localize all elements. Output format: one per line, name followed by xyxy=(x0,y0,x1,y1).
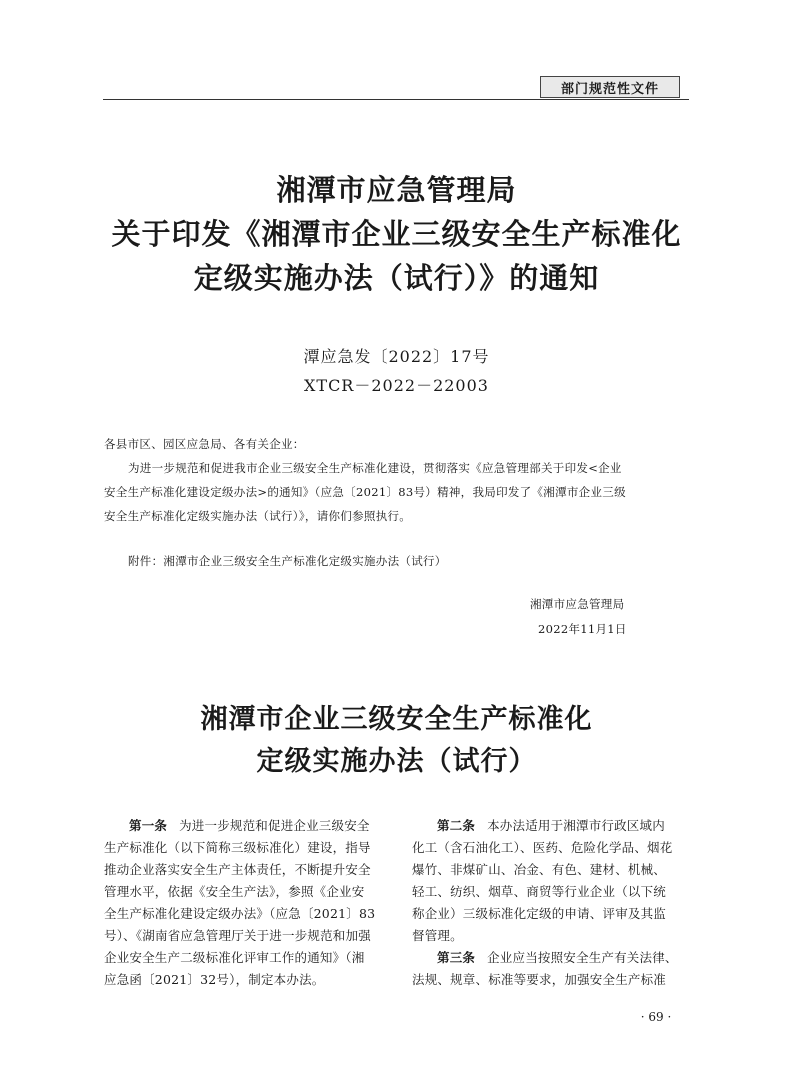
header-rule xyxy=(103,99,689,100)
notice-title-line-2: 关于印发《湘潭市企业三级安全生产标准化 xyxy=(111,217,682,251)
measures-title-line-1: 湘潭市企业三级安全生产标准化 xyxy=(200,704,593,735)
salutation: 各县市区、园区应急局、各有关企业： xyxy=(104,437,305,451)
article-3-text-1: 企业应当按照安全生产有关法律、 xyxy=(487,950,678,965)
article-2-line-2: 化工（含石油化工）、医药、危险化学品、烟花 xyxy=(412,840,673,855)
section-tab: 部门规范性文件 xyxy=(540,76,680,98)
article-1-line-1 xyxy=(104,815,386,837)
article-1-line-6: 号）、《湖南省应急管理厅关于进一步规范和加强 xyxy=(104,928,371,943)
article-2-text-1: 本办法适用于湘潭市行政区域内 xyxy=(487,818,665,833)
article-1-line-7: 企业安全生产二级标准化评审工作的通知》（湘 xyxy=(104,950,365,965)
notice-title-line-1: 湘潭市应急管理局 xyxy=(276,173,517,207)
notice-title-line-3: 定级实施办法（试行）》的通知 xyxy=(193,261,600,295)
article-3-line-1 xyxy=(412,947,694,969)
article-2-line-4: 轻工、纺织、烟草、商贸等行业企业（以下统 xyxy=(412,884,667,899)
article-1-line-5: 全生产标准化建设定级办法》（应急〔2021〕83 xyxy=(104,906,376,921)
article-2 xyxy=(412,815,694,991)
notice-body-line-2: 安全生产标准化建设定级办法>的通知》（应急〔2021〕83号）精神，我局印发了《湘潭市企业三级 xyxy=(104,485,626,499)
page-number: · 69 · xyxy=(640,1010,672,1024)
signature-org: 湘潭市应急管理局 xyxy=(530,597,625,611)
article-1-line-4: 管理水平，依据《安全生产法》，参照《企业安 xyxy=(104,884,365,899)
article-1-text-1: 为进一步规范和促进企业三级安全 xyxy=(179,818,370,833)
article-2-line-5: 称企业）三级标准化定级的申请、评审及其监 xyxy=(412,906,667,921)
measures-title-line-2: 定级实施办法（试行） xyxy=(256,746,537,777)
notice-body-line-3: 安全生产标准化定级实施办法（试行）》，请你们参照执行。 xyxy=(104,509,412,523)
signature-date: 2022年11月1日 xyxy=(538,622,627,636)
article-1 xyxy=(104,815,386,991)
article-3-label: 第三条 xyxy=(437,950,476,965)
article-2-line-1 xyxy=(412,815,694,837)
notice-body-line-1: 为进一步规范和促进我市企业三级安全生产标准化建设，贯彻落实《应急管理部关于印发<企业 xyxy=(128,461,622,475)
doc-number: 潭应急发〔2022〕17号 xyxy=(303,347,490,366)
article-2-line-3: 爆竹、非煤矿山、冶金、有色、建材、机械、 xyxy=(412,862,667,877)
attachment-note: 附件：湘潭市企业三级安全生产标准化定级实施办法（试行） xyxy=(128,554,447,568)
doc-code: XTCR－2022－22003 xyxy=(304,376,489,395)
article-2-label: 第二条 xyxy=(437,818,476,833)
article-2-line-6: 督管理。 xyxy=(412,928,463,943)
article-1-line-8: 应急函〔2021〕32号），制定本办法。 xyxy=(104,972,325,987)
article-1-label: 第一条 xyxy=(129,818,168,833)
article-1-line-2: 生产标准化（以下简称三级标准化）建设，指导 xyxy=(104,840,371,855)
article-3-line-2: 法规、规章、标准等要求，加强安全生产标准 xyxy=(412,972,667,987)
article-1-line-3: 推动企业落实安全生产主体责任，不断提升安全 xyxy=(104,862,371,877)
